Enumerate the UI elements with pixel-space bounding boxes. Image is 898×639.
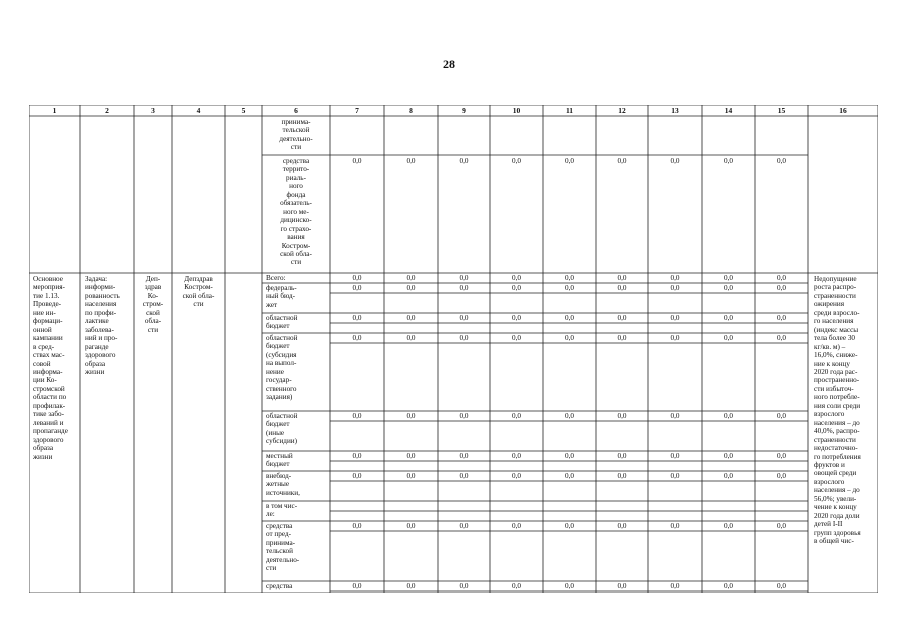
- funding-value: 0,0: [617, 412, 627, 420]
- funding-value: 0,0: [352, 522, 362, 530]
- funding-value: 0,0: [617, 452, 627, 460]
- funding-value: 0,0: [459, 314, 469, 322]
- funding-source-label: местный бюджет: [266, 452, 293, 469]
- funding-value: 0,0: [777, 284, 786, 292]
- funding-value: 0,0: [724, 412, 733, 420]
- funding-value: 0,0: [777, 582, 786, 590]
- funding-source-label: внебюд- жетные источники,: [266, 472, 300, 497]
- funding-value: 0,0: [352, 452, 362, 460]
- funding-value: 0,0: [670, 314, 680, 322]
- funding-value: 0,0: [670, 334, 680, 342]
- funding-value: 0,0: [512, 284, 521, 292]
- funding-value: 0,0: [565, 284, 574, 292]
- funding-value: 0,0: [352, 284, 362, 292]
- header-col-16: 16: [839, 106, 847, 115]
- funding-value: 0,0: [406, 274, 416, 282]
- funding-value: 0,0: [565, 522, 574, 530]
- funding-source-label: областной бюджет (иные субсидии): [266, 412, 298, 446]
- funding-value: 0,0: [406, 314, 416, 322]
- funding-value: 0,0: [565, 274, 574, 282]
- funding-value: 0,0: [459, 452, 469, 460]
- funding-value: 0,0: [777, 314, 786, 322]
- funding-value: 0,0: [406, 412, 416, 420]
- header-col-5: 5: [241, 106, 246, 115]
- funding-value: 0,0: [352, 314, 362, 322]
- funding-value: 0,0: [724, 334, 733, 342]
- table-grid: [29, 105, 878, 593]
- funding-value: 0,0: [670, 582, 680, 590]
- funding-value: 0,0: [565, 412, 574, 420]
- header-col-7: 7: [355, 106, 359, 115]
- funding-value: 0,0: [617, 472, 627, 480]
- top-source-tail: принима- тельской деятельно- сти: [279, 118, 313, 152]
- measure-indicator: Недопущение роста распро- страненности ожирения среди взросло- го населения (индекс массы тела более 30 кг/кв. м) – 16,0%, сниже- ние к концу 2020 года рас- пространенно- сти избыточ- ного потребле- ния соли среди взрослого населения – до 40,0%, распро- страненности недостаточно- го потребления фруктов и овощей среди взрослого населения – до 56,0%; увели- чение к концу 2020 года доли детей I-II групп здоровья в общей чис-: [814, 275, 861, 546]
- funding-value: 0,0: [724, 314, 733, 322]
- tfoms-value-13: 0,0: [670, 157, 680, 165]
- funding-value: 0,0: [617, 274, 627, 282]
- funding-value: 0,0: [724, 582, 733, 590]
- funding-value: 0,0: [565, 582, 574, 590]
- funding-value: 0,0: [565, 452, 574, 460]
- funding-value: 0,0: [724, 452, 733, 460]
- funding-value: 0,0: [777, 472, 786, 480]
- page-number: 28: [443, 57, 455, 71]
- funding-value: 0,0: [459, 274, 469, 282]
- funding-source-label: в том чис- ле:: [266, 502, 298, 519]
- tfoms-value-9: 0,0: [459, 157, 469, 165]
- funding-value: 0,0: [352, 412, 362, 420]
- header-col-8: 8: [409, 106, 413, 115]
- funding-value: 0,0: [777, 274, 786, 282]
- funding-value: 0,0: [512, 314, 521, 322]
- funding-value: 0,0: [565, 334, 574, 342]
- funding-value: 0,0: [724, 522, 733, 530]
- measure-executor: Деп- здрав Ко- стром- ской обла- сти: [142, 275, 164, 334]
- funding-value: 0,0: [459, 284, 469, 292]
- funding-value: 0,0: [777, 334, 786, 342]
- funding-value: 0,0: [617, 284, 627, 292]
- tfoms-value-12: 0,0: [617, 157, 627, 165]
- funding-source-label: федераль- ный бюд- жет: [266, 284, 297, 309]
- header-col-2: 2: [105, 106, 109, 115]
- header-col-6: 6: [294, 106, 298, 115]
- funding-value: 0,0: [565, 314, 574, 322]
- funding-value: 0,0: [670, 284, 680, 292]
- funding-source-label: Всего:: [266, 274, 286, 282]
- tfoms-value-7: 0,0: [352, 157, 362, 165]
- funding-value: 0,0: [670, 472, 680, 480]
- funding-value: 0,0: [777, 452, 786, 460]
- funding-source-label: областной бюджет (субсидия на выпол- нение государ- ственного задания): [266, 334, 298, 402]
- funding-value: 0,0: [777, 522, 786, 530]
- funding-value: 0,0: [617, 314, 627, 322]
- funding-value: 0,0: [670, 452, 680, 460]
- funding-value: 0,0: [617, 522, 627, 530]
- header-col-12: 12: [618, 106, 626, 115]
- funding-value: 0,0: [512, 522, 521, 530]
- funding-value: 0,0: [670, 522, 680, 530]
- funding-value: 0,0: [406, 472, 416, 480]
- header-col-15: 15: [777, 106, 786, 115]
- measure-task: Задача: информи- рованность населения по профи- лактике заболева- ний и про- pаганде здорового образа жизни: [85, 275, 120, 376]
- funding-value: 0,0: [406, 334, 416, 342]
- funding-value: 0,0: [565, 472, 574, 480]
- funding-value: 0,0: [617, 334, 627, 342]
- funding-value: 0,0: [459, 412, 469, 420]
- funding-value: 0,0: [459, 582, 469, 590]
- header-col-14: 14: [724, 106, 733, 115]
- header-col-11: 11: [565, 106, 574, 115]
- tfoms-value-11: 0,0: [565, 157, 574, 165]
- header-col-9: 9: [462, 106, 466, 115]
- funding-value: 0,0: [724, 274, 733, 282]
- funding-source-label: средства: [266, 582, 293, 590]
- funding-value: 0,0: [459, 522, 469, 530]
- funding-value: 0,0: [406, 284, 416, 292]
- measure-title: Основное мероприя- тие 1.13. Проведе- ние ин- формаци- онной кампании в сред- ствах мас- совой информа- ции Ко- стромской области по профилак- тике забо- леваний и пропаганде здорового образа жизни: [33, 275, 68, 461]
- funding-source-label: областной бюджет: [266, 314, 298, 331]
- header-col-4: 4: [196, 106, 201, 115]
- header-col-10: 10: [512, 106, 521, 115]
- funding-value: 0,0: [512, 472, 521, 480]
- funding-value: 0,0: [406, 582, 416, 590]
- funding-value: 0,0: [512, 452, 521, 460]
- funding-value: 0,0: [512, 274, 521, 282]
- tfoms-value-15: 0,0: [777, 157, 786, 165]
- funding-value: 0,0: [724, 284, 733, 292]
- funding-value: 0,0: [352, 334, 362, 342]
- header-col-13: 13: [671, 106, 679, 115]
- funding-value: 0,0: [459, 472, 469, 480]
- funding-value: 0,0: [352, 472, 362, 480]
- tfoms-value-10: 0,0: [512, 157, 521, 165]
- funding-source-label: средства от пред- принима- тельской деятельно- сти: [266, 522, 300, 573]
- tfoms-value-14: 0,0: [724, 157, 733, 165]
- header-col-3: 3: [151, 106, 155, 115]
- funding-value: 0,0: [670, 274, 680, 282]
- funding-value: 0,0: [512, 334, 521, 342]
- funding-value: 0,0: [617, 582, 627, 590]
- tfoms-label: средства террито- риаль- ного фонда обязатель- ного ме- дицинско- го страхо- вания Костром- ской обла- сти: [280, 157, 312, 267]
- header-col-1: 1: [52, 106, 57, 115]
- funding-value: 0,0: [512, 582, 521, 590]
- funding-value: 0,0: [777, 412, 786, 420]
- funding-value: 0,0: [406, 452, 416, 460]
- funding-value: 0,0: [670, 412, 680, 420]
- funding-value: 0,0: [406, 522, 416, 530]
- funding-value: 0,0: [512, 412, 521, 420]
- funding-value: 0,0: [352, 274, 362, 282]
- measure-coexecutor: Депздрав Костром- ской обла- сти: [182, 275, 215, 309]
- tfoms-value-8: 0,0: [406, 157, 416, 165]
- funding-value: 0,0: [459, 334, 469, 342]
- funding-value: 0,0: [352, 582, 362, 590]
- funding-value: 0,0: [724, 472, 733, 480]
